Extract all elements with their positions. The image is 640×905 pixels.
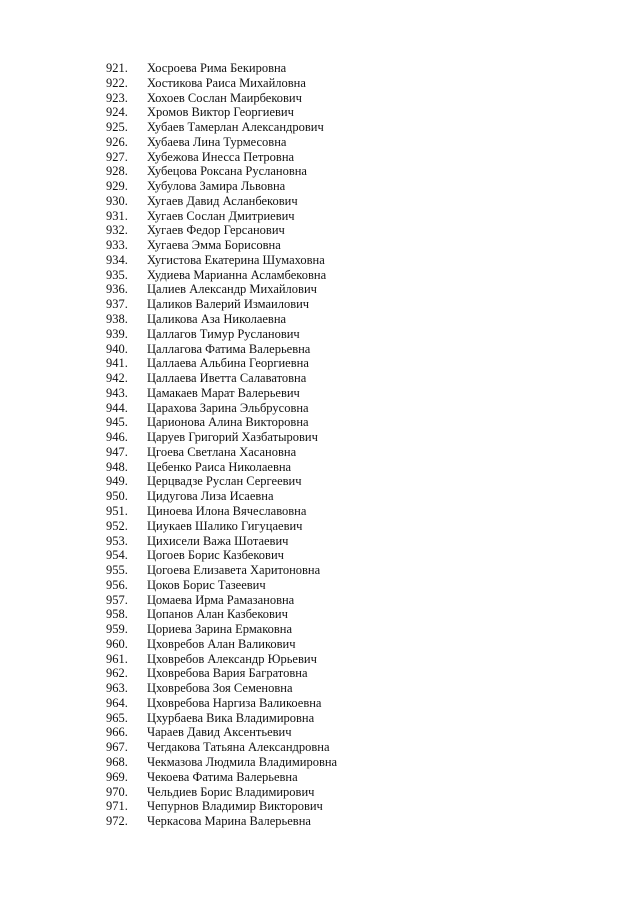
list-item <box>106 312 337 327</box>
entry-full-name: Чекоева Фатима Валерьевна <box>147 769 298 784</box>
entry-number: 945. <box>106 415 128 430</box>
list-item <box>106 474 337 489</box>
entry-full-name: Хугаев Давид Асланбекович <box>147 193 298 208</box>
entry-full-name: Хромов Виктор Георгиевич <box>147 105 294 120</box>
entry-number: 951. <box>106 503 128 518</box>
entry-number: 970. <box>106 784 128 799</box>
list-item <box>106 61 337 76</box>
entry-full-name: Царионова Алина Викторовна <box>147 415 309 430</box>
list-item <box>106 666 337 681</box>
entry-full-name: Цоков Борис Тазеевич <box>147 577 266 592</box>
entry-number: 954. <box>106 548 128 563</box>
entry-number: 936. <box>106 282 128 297</box>
entry-number: 956. <box>106 577 128 592</box>
list-item <box>106 725 337 740</box>
entry-number: 926. <box>106 134 128 149</box>
list-item <box>106 445 337 460</box>
entry-number: 947. <box>106 444 128 459</box>
entry-full-name: Цховребов Александр Юрьевич <box>147 651 317 666</box>
entry-full-name: Цогоева Елизавета Харитоновна <box>147 563 321 578</box>
list-item <box>106 770 337 785</box>
list-item <box>106 415 337 430</box>
entry-full-name: Чельдиев Борис Владимирович <box>147 784 315 799</box>
list-item <box>106 504 337 519</box>
entry-full-name: Цогоев Борис Казбекович <box>147 548 284 563</box>
entry-number: 930. <box>106 193 128 208</box>
list-item <box>106 401 337 416</box>
entry-full-name: Чараев Давид Аксентьевич <box>147 725 292 740</box>
entry-full-name: Цховребова Наргиза Валикоевна <box>147 695 322 710</box>
entry-full-name: Цаликова Аза Николаевна <box>147 312 287 327</box>
entry-number: 933. <box>106 238 128 253</box>
entry-full-name: Цаллаева Иветта Салаватовна <box>147 371 307 386</box>
entry-number: 958. <box>106 607 128 622</box>
entry-number: 968. <box>106 754 128 769</box>
list-item <box>106 799 337 814</box>
entry-full-name: Хугаев Сослан Дмитриевич <box>147 208 295 223</box>
entry-number: 948. <box>106 459 128 474</box>
entry-number: 961. <box>106 651 128 666</box>
entry-number: 965. <box>106 710 128 725</box>
list-item <box>106 681 337 696</box>
list-item <box>106 164 337 179</box>
entry-full-name: Цебенко Раиса Николаевна <box>147 459 292 474</box>
entry-full-name: Цаликов Валерий Измаилович <box>147 297 310 312</box>
entry-number: 959. <box>106 622 128 637</box>
entry-full-name: Цамакаев Марат Валерьевич <box>147 385 300 400</box>
list-item <box>106 135 337 150</box>
list-item <box>106 593 337 608</box>
entry-full-name: Цомаева Ирма Рамазановна <box>147 592 295 607</box>
list-item <box>106 327 337 342</box>
list-item <box>106 489 337 504</box>
entry-number: 943. <box>106 385 128 400</box>
list-item <box>106 814 337 829</box>
entry-number: 966. <box>106 725 128 740</box>
list-item <box>106 755 337 770</box>
list-item <box>106 238 337 253</box>
entry-full-name: Цховребова Зоя Семеновна <box>147 681 293 696</box>
entry-number: 935. <box>106 267 128 282</box>
entry-full-name: Хохоев Сослан Маирбекович <box>147 90 302 105</box>
entry-full-name: Цховребова Вария Багратовна <box>147 666 308 681</box>
entry-full-name: Хубецова Роксана Руслановна <box>147 164 307 179</box>
entry-full-name: Циукаев Шалико Гигуцаевич <box>147 518 303 533</box>
entry-full-name: Хугистова Екатерина Шумаховна <box>147 252 325 267</box>
numbered-name-list <box>106 61 337 829</box>
entry-full-name: Чегдакова Татьяна Александровна <box>147 740 330 755</box>
list-item <box>106 785 337 800</box>
list-item <box>106 150 337 165</box>
entry-full-name: Циноева Илона Вячеславовна <box>147 503 307 518</box>
entry-number: 927. <box>106 149 128 164</box>
list-item <box>106 622 337 637</box>
entry-number: 944. <box>106 400 128 415</box>
entry-number: 941. <box>106 356 128 371</box>
list-item <box>106 91 337 106</box>
entry-full-name: Хугаева Эмма Борисовна <box>147 238 281 253</box>
list-item <box>106 711 337 726</box>
list-item <box>106 578 337 593</box>
entry-number: 964. <box>106 695 128 710</box>
entry-number: 925. <box>106 120 128 135</box>
entry-number: 939. <box>106 326 128 341</box>
list-item <box>106 371 337 386</box>
entry-number: 940. <box>106 341 128 356</box>
entry-number: 969. <box>106 769 128 784</box>
entry-number: 955. <box>106 563 128 578</box>
entry-full-name: Цихисели Важа Шотаевич <box>147 533 289 548</box>
entry-full-name: Цгоева Светлана Хасановна <box>147 444 297 459</box>
entry-number: 929. <box>106 179 128 194</box>
entry-number: 971. <box>106 799 128 814</box>
list-item <box>106 563 337 578</box>
list-item <box>106 342 337 357</box>
list-item <box>106 460 337 475</box>
entry-full-name: Цхурбаева Вика Владимировна <box>147 710 315 725</box>
entry-full-name: Церцвадзе Руслан Сергеевич <box>147 474 302 489</box>
entry-full-name: Цаллаева Альбина Георгиевна <box>147 356 309 371</box>
entry-number: 934. <box>106 252 128 267</box>
entry-number: 932. <box>106 223 128 238</box>
entry-number: 931. <box>106 208 128 223</box>
entry-full-name: Цопанов Алан Казбекович <box>147 607 288 622</box>
list-item <box>106 519 337 534</box>
list-item <box>106 253 337 268</box>
entry-number: 921. <box>106 61 128 75</box>
list-item <box>106 534 337 549</box>
entry-number: 942. <box>106 371 128 386</box>
entry-number: 962. <box>106 666 128 681</box>
entry-number: 972. <box>106 814 128 829</box>
entry-full-name: Цаллагова Фатима Валерьевна <box>147 341 311 356</box>
list-item <box>106 356 337 371</box>
entry-full-name: Цаллагов Тимур Русланович <box>147 326 300 341</box>
entry-full-name: Хубаева Лина Турмесовна <box>147 134 287 149</box>
entry-full-name: Цалиев Александр Михайлович <box>147 282 317 297</box>
list-item <box>106 386 337 401</box>
entry-full-name: Царуев Григорий Хазбатырович <box>147 430 318 445</box>
entry-full-name: Царахова Зарина Эльбрусовна <box>147 400 309 415</box>
entry-number: 923. <box>106 90 128 105</box>
list-item <box>106 740 337 755</box>
entry-number: 949. <box>106 474 128 489</box>
list-item <box>106 696 337 711</box>
list-item <box>106 209 337 224</box>
entry-full-name: Хубулова Замира Львовна <box>147 179 286 194</box>
entry-full-name: Хосроева Рима Бекировна <box>147 61 287 75</box>
entry-number: 924. <box>106 105 128 120</box>
list-item <box>106 194 337 209</box>
entry-full-name: Хостикова Раиса Михайловна <box>147 75 306 90</box>
entry-number: 967. <box>106 740 128 755</box>
entry-number: 946. <box>106 430 128 445</box>
entry-full-name: Цховребов Алан Валикович <box>147 636 296 651</box>
entry-number: 952. <box>106 518 128 533</box>
entry-full-name: Худиева Марианна Асламбековна <box>147 267 327 282</box>
entry-number: 938. <box>106 312 128 327</box>
entry-full-name: Хугаев Федор Герсанович <box>147 223 285 238</box>
entry-number: 963. <box>106 681 128 696</box>
list-item <box>106 637 337 652</box>
entry-full-name: Чепурнов Владимир Викторович <box>147 799 323 814</box>
entry-number: 922. <box>106 75 128 90</box>
entry-number: 960. <box>106 636 128 651</box>
entry-full-name: Хубаев Тамерлан Александрович <box>147 120 324 135</box>
entry-full-name: Цориева Зарина Ермаковна <box>147 622 293 637</box>
list-item <box>106 179 337 194</box>
list-item <box>106 297 337 312</box>
entry-full-name: Черкасова Марина Валерьевна <box>147 814 311 829</box>
list-item <box>106 223 337 238</box>
entry-full-name: Хубежова Инесса Петровна <box>147 149 295 164</box>
entry-number: 928. <box>106 164 128 179</box>
entry-number: 953. <box>106 533 128 548</box>
entry-number: 937. <box>106 297 128 312</box>
list-item <box>106 548 337 563</box>
list-item <box>106 652 337 667</box>
entry-number: 957. <box>106 592 128 607</box>
entry-full-name: Чекмазова Людмила Владимировна <box>147 754 338 769</box>
entry-full-name: Цидугова Лиза Исаевна <box>147 489 274 504</box>
list-item <box>106 282 337 297</box>
list-item <box>106 76 337 91</box>
list-item <box>106 607 337 622</box>
entry-number: 950. <box>106 489 128 504</box>
list-item <box>106 120 337 135</box>
list-item <box>106 430 337 445</box>
list-item <box>106 268 337 283</box>
list-item <box>106 105 337 120</box>
